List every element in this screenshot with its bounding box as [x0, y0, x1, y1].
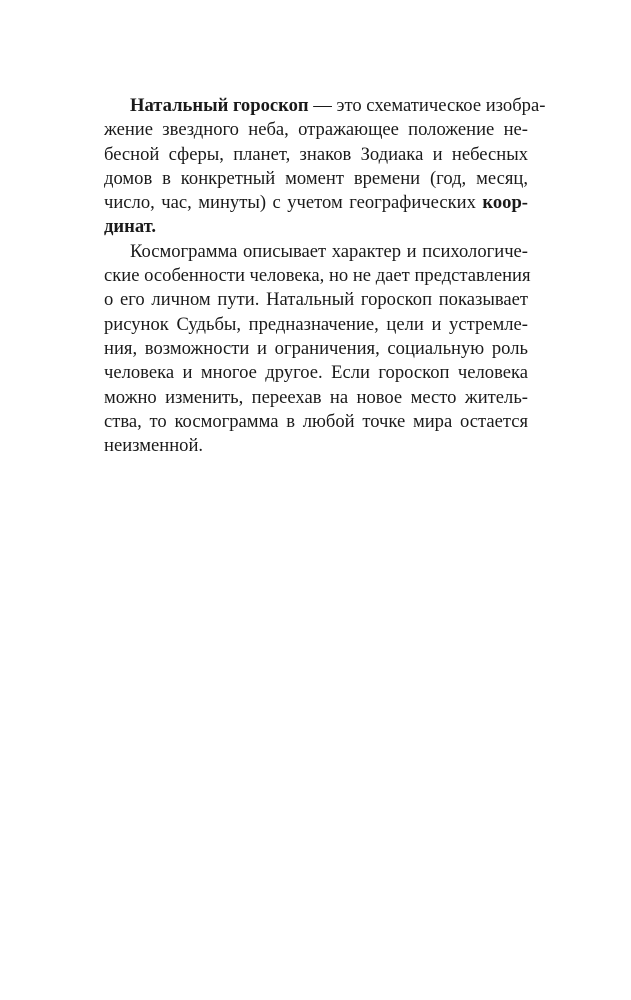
text-run: число, час, минуты) с учетом географических: [104, 192, 483, 214]
text-run: домов в конкретный момент времени (год, месяц,: [104, 167, 528, 189]
body-text: [104, 94, 546, 458]
text-run: жение звездного неба, отражающее положение не-: [104, 119, 528, 141]
text-run: рисунок Судьбы, предназначение, цели и устремле-: [104, 313, 528, 335]
text-line: [104, 288, 528, 312]
bold-term: коор-: [482, 192, 528, 214]
text-run: можно изменить, переехав на новое место житель-: [104, 386, 528, 408]
text-line: [104, 215, 528, 239]
text-line: [104, 191, 528, 215]
text-run: ские особенности человека, но не дает представления: [104, 265, 531, 287]
text-run: неизменной.: [104, 435, 204, 457]
text-run: — это схематическое изобра-: [308, 95, 546, 116]
text-line: [104, 361, 528, 385]
text-line: [104, 94, 546, 118]
paragraph: [104, 240, 531, 459]
text-run: ства, то космограмма в любой точке мира остается: [104, 410, 528, 432]
text-run: о его личном пути. Натальный гороскоп показывает: [104, 289, 528, 311]
text-run: ния, возможности и ограничения, социальную роль: [104, 337, 528, 359]
text-line: [104, 118, 528, 142]
text-line: [104, 386, 528, 410]
text-line: [104, 434, 528, 458]
text-line: [104, 337, 528, 361]
text-line: [104, 264, 531, 288]
text-line: [104, 410, 528, 434]
bold-term: Натальный гороскоп: [130, 95, 309, 116]
paragraph: [104, 94, 546, 240]
text-run: человека и многое другое. Если гороскоп человека: [104, 362, 528, 384]
text-run: Космограмма описывает характер и психологиче-: [130, 240, 528, 262]
text-run: бесной сферы, планет, знаков Зодиака и небесных: [104, 143, 528, 165]
text-line: [104, 313, 528, 337]
text-line: [104, 143, 528, 167]
text-line: [104, 167, 528, 191]
text-line: [104, 240, 528, 264]
bold-term: динат.: [104, 216, 157, 238]
